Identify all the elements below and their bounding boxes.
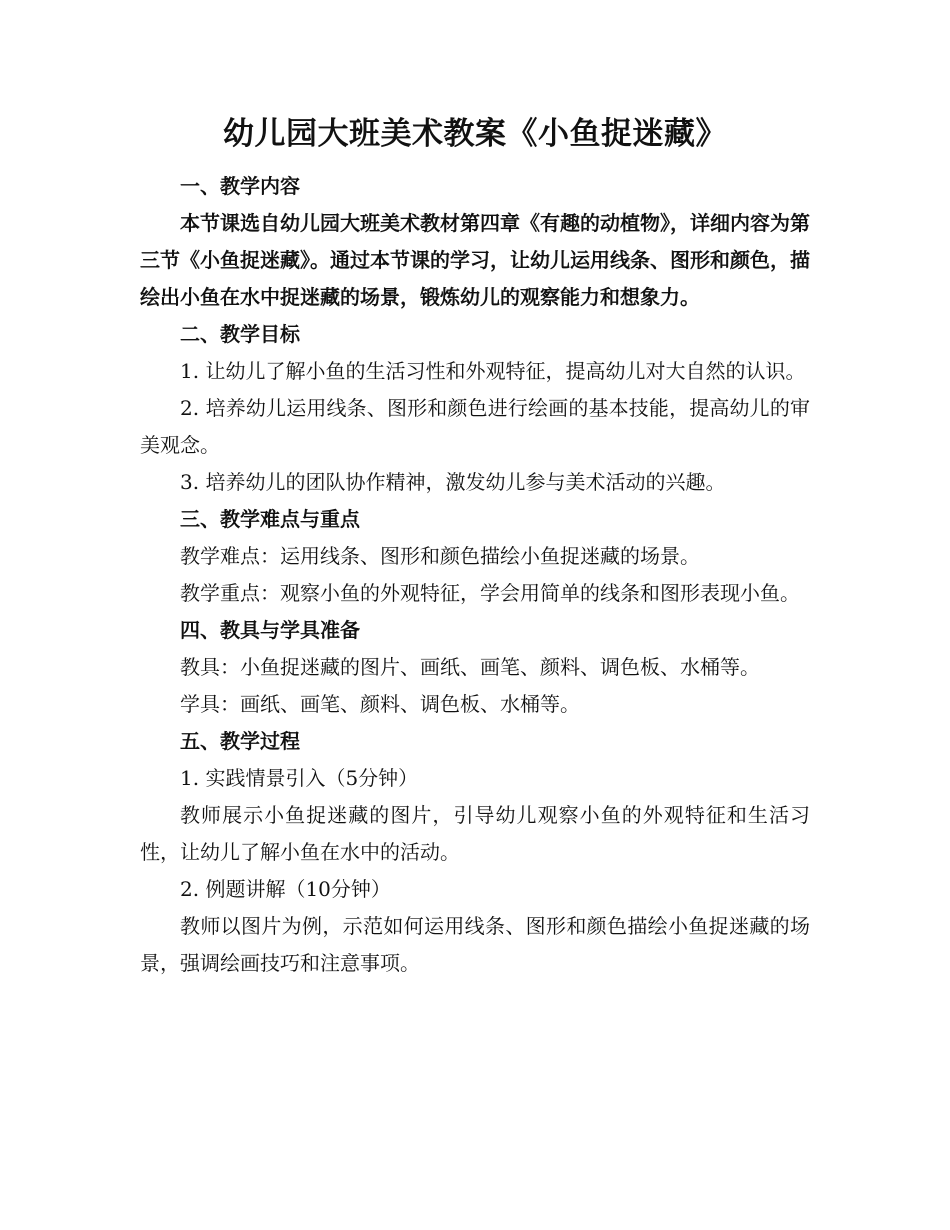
paragraph-content-intro: 本节课选自幼儿园大班美术教材第四章《有趣的动植物》，详细内容为第三节《小鱼捉迷藏》。通过本节课的学习，让幼儿运用线条、图形和颜色，描绘出小鱼在水中捉迷藏的场景，锻炼幼儿的观察能力和想象力。 xyxy=(140,211,810,309)
paragraph-focus: 教学重点：观察小鱼的外观特征，学会用简单的线条和图形表现小鱼。 xyxy=(180,581,800,605)
paragraph-student-materials: 学具：画纸、画笔、颜料、调色板、水桶等。 xyxy=(180,692,580,716)
section-heading-goals: 二、教学目标 xyxy=(180,322,300,346)
section-heading-difficulties: 三、教学难点与重点 xyxy=(180,507,360,531)
paragraph-goal-1: 1. 让幼儿了解小鱼的生活习性和外观特征，提高幼儿对大自然的认识。 xyxy=(180,359,806,383)
document-title: 幼儿园大班美术教案《小鱼捉迷藏》 xyxy=(223,116,727,152)
paragraph-step-2-body: 教师以图片为例，示范如何运用线条、图形和颜色描绘小鱼捉迷藏的场景，强调绘画技巧和注意事项。 xyxy=(140,914,810,975)
paragraph-step-2-title: 2. 例题讲解（10分钟） xyxy=(180,877,391,901)
paragraph-step-1-body: 教师展示小鱼捉迷藏的图片，引导幼儿观察小鱼的外观特征和生活习性，让幼儿了解小鱼在水中的活动。 xyxy=(140,803,810,864)
section-heading-process: 五、教学过程 xyxy=(180,729,300,753)
paragraph-goal-2: 2. 培养幼儿运用线条、图形和颜色进行绘画的基本技能，提高幼儿的审美观念。 xyxy=(140,396,810,457)
document-body xyxy=(140,168,810,982)
paragraph-difficulty: 教学难点：运用线条、图形和颜色描绘小鱼捉迷藏的场景。 xyxy=(180,544,700,568)
paragraph-goal-3: 3. 培养幼儿的团队协作精神，激发幼儿参与美术活动的兴趣。 xyxy=(180,470,726,494)
section-heading-materials: 四、教具与学具准备 xyxy=(180,618,360,642)
section-heading-content: 一、教学内容 xyxy=(180,174,300,198)
paragraph-teacher-materials: 教具：小鱼捉迷藏的图片、画纸、画笔、颜料、调色板、水桶等。 xyxy=(180,655,760,679)
paragraph-step-1-title: 1. 实践情景引入（5分钟） xyxy=(180,766,419,790)
